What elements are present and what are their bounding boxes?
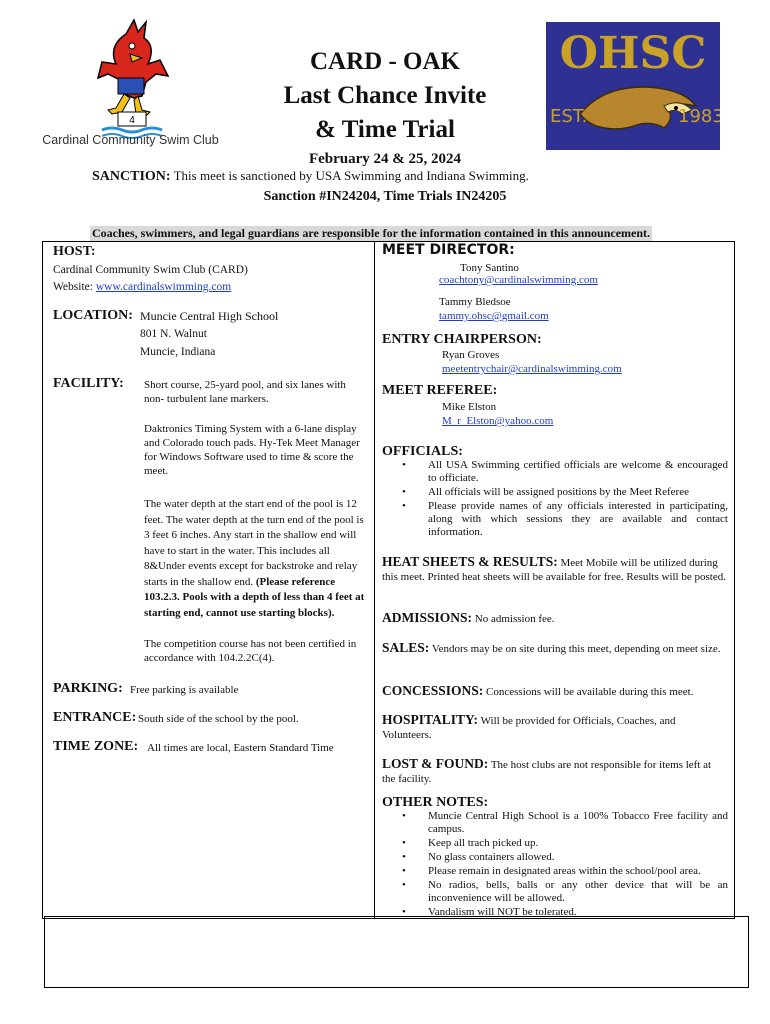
parking-text: Free parking is available <box>130 684 239 696</box>
lost-text: The host clubs are not responsible for items left at the facility. <box>382 759 712 785</box>
facility-p4: The competition course has not been certified in accordance with 104.2.2C(4). <box>144 638 357 664</box>
facility-p3-bold: (Please reference 103.2.3. Pools with a depth of less than 4 feet at starting end, cannot use starting blocks). <box>144 575 365 619</box>
website-link[interactable]: www.cardinalswimming.com <box>95 281 232 293</box>
list-item: • Keep all trach picked up. <box>382 837 728 850</box>
sanction-label: SANCTION: <box>92 169 171 184</box>
entry-chair-label: ENTRY CHAIRPERSON: <box>382 332 542 347</box>
timezone-label: TIME ZONE: <box>53 739 139 754</box>
facility-p1: Short course, 25-yard pool, and six lanes with non- turbulent lane markers. <box>144 379 346 405</box>
facility-label: FACILITY: <box>53 376 124 391</box>
entry-chair-name: Ryan Groves <box>442 349 500 361</box>
ohsc-logo <box>546 22 720 150</box>
column-divider <box>374 241 375 919</box>
timezone-text: All times are local, Eastern Standard Time <box>147 742 334 754</box>
svg-text:1983: 1983 <box>678 106 720 127</box>
entrance-label: ENTRANCE: <box>53 710 137 725</box>
lost-found-section <box>382 757 727 786</box>
footer-box <box>44 916 749 988</box>
list-item: • Please provide names of any officials interested in participating, along with which sessions they are available and contact information. <box>382 500 728 539</box>
host-label: HOST: <box>53 244 96 259</box>
admissions-section <box>382 611 555 626</box>
host-website <box>53 280 231 295</box>
entry-chair-email[interactable]: meetentrychair@cardinalswimming.com <box>442 363 622 375</box>
responsibility-notice: Coaches, swimmers, and legal guardians are responsible for the information contained in this announcement. <box>92 226 651 240</box>
sanction-text: This meet is sanctioned by USA Swimming and Indiana Swimming. <box>173 168 529 183</box>
meet-date: February 24 & 25, 2024 <box>308 151 462 167</box>
admissions-label: ADMISSIONS: <box>382 610 473 625</box>
referee-email[interactable]: M_r_Elston@yahoo.com <box>442 415 554 427</box>
title-line2: Last Chance Invite <box>283 82 487 109</box>
hospitality-label: HOSPITALITY: <box>382 712 479 727</box>
hospitality-text: Will be provided for Officials, Coaches, and Volunteers. <box>382 715 676 741</box>
director1-name: Tony Santino <box>460 262 519 274</box>
website-label: Website: <box>53 281 93 293</box>
list-item: • All officials will be assigned positions by the Meet Referee <box>382 486 728 499</box>
facility-p2: Daktronics Timing System with a 6-lane display and Colorado touch pads. Hy-Tek Meet Manager for Windows Software used to time & score the meet. <box>144 423 360 477</box>
concessions-text: Concessions will be available during this meet. <box>486 686 694 698</box>
location-line2: 801 N. Walnut <box>140 328 207 340</box>
list-item: • Please remain in designated areas within the school/pool area. <box>382 865 728 878</box>
list-item: • Vandalism will NOT be tolerated. <box>382 906 728 919</box>
list-item: • Muncie Central High School is a 100% Tobacco Free facility and campus. <box>382 810 728 836</box>
officials-label: OFFICIALS: <box>382 444 463 459</box>
sanction-numbers: Sanction #IN24204, Time Trials IN24205 <box>263 189 507 204</box>
sales-text: Vendors may be on site during this meet, depending on meet size. <box>431 643 721 655</box>
list-item: • All USA Swimming certified officials are welcome & encouraged to officiate. <box>382 459 728 485</box>
title-line3: & Time Trial <box>315 116 455 143</box>
referee-label: MEET REFEREE: <box>382 383 498 398</box>
lost-label: LOST & FOUND: <box>382 756 489 771</box>
admissions-text: No admission fee. <box>474 613 555 625</box>
location-line3: Muncie, Indiana <box>140 346 216 358</box>
heat-sheets-section <box>382 555 727 584</box>
referee-name: Mike Elston <box>442 401 497 413</box>
facility-p3 <box>144 497 366 621</box>
officials-list <box>382 459 728 540</box>
cardinal-logo <box>38 16 223 151</box>
director2-email[interactable]: tammy.ohsc@gmail.com <box>439 310 549 322</box>
concessions-label: CONCESSIONS: <box>382 683 484 698</box>
list-item: • No radios, bells, balls or any other device that will be an inconvenience will be allowed. <box>382 879 728 905</box>
director1-email[interactable]: coachtony@cardinalswimming.com <box>439 274 598 286</box>
svg-text:OHSC: OHSC <box>559 28 707 79</box>
sales-section <box>382 641 727 656</box>
sanction-statement <box>92 168 529 185</box>
host-name: Cardinal Community Swim Club (CARD) <box>53 264 248 276</box>
parking-label: PARKING: <box>53 681 123 696</box>
title-line1: CARD - OAK <box>310 48 460 75</box>
left-logo-caption: Cardinal Community Swim Club <box>42 133 219 147</box>
heat-label: HEAT SHEETS & RESULTS: <box>382 554 558 569</box>
list-item: • No glass containers allowed. <box>382 851 728 864</box>
facility-p3-text: The water depth at the start end of the pool is 12 feet. The water depth at the turn end of the pool is 3 feet 6 inches. Any start in the shallow end will have to start in the water. This includes all 8&Under events except for backstroke and relay starts in the shallow end. <box>144 498 364 588</box>
heat-text: Meet Mobile will be utilized during this meet. Printed heat sheets will be available for free. Results will be posted. <box>382 557 726 583</box>
location-line1: Muncie Central High School <box>140 309 279 323</box>
sales-label: SALES: <box>382 640 430 655</box>
location-label: LOCATION: <box>53 308 133 323</box>
other-notes-list <box>382 810 728 920</box>
director2-name: Tammy Bledsoe <box>439 296 511 308</box>
svg-text:4: 4 <box>129 115 135 126</box>
svg-text:EST.: EST. <box>550 106 588 127</box>
meet-director-label: MEET DIRECTOR: <box>382 242 515 258</box>
hospitality-section <box>382 713 702 742</box>
concessions-section <box>382 684 693 699</box>
entrance-text: South side of the school by the pool. <box>138 713 299 725</box>
other-notes-label: OTHER NOTES: <box>382 795 489 810</box>
